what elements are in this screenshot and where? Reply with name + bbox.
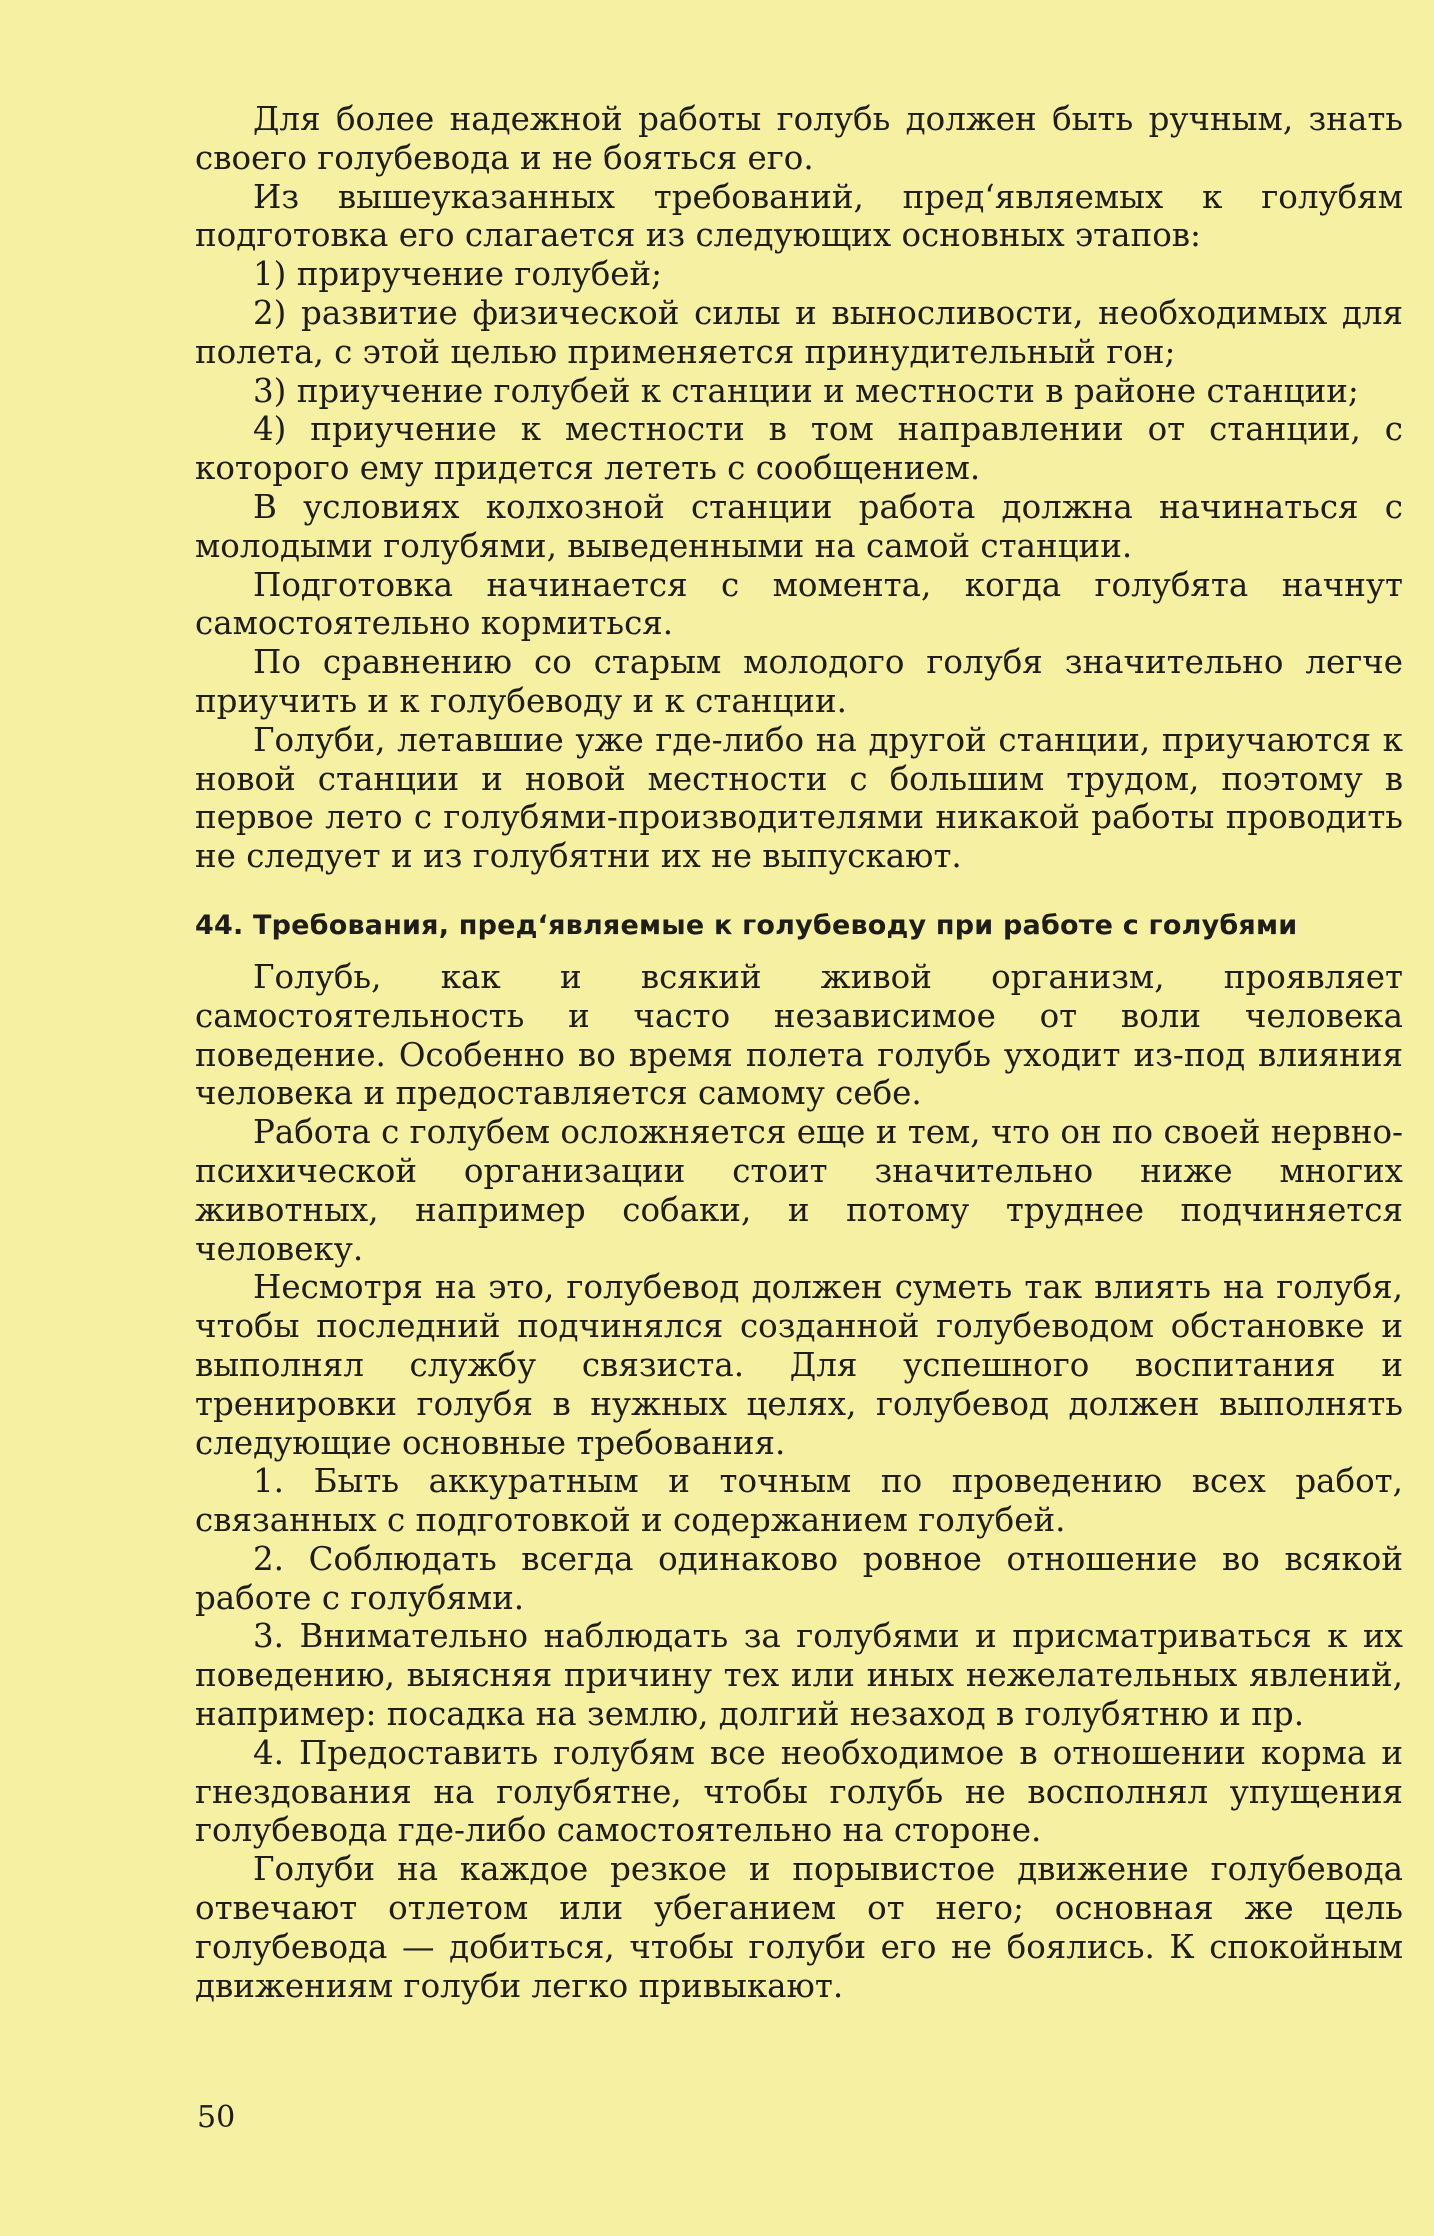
paragraph: Несмотря на это, голубевод должен суметь так влиять на голубя, чтобы последний подчинялся созданной голубеводом обстановке и выполнял службу связиста. Для успешного воспитания и тренировки голубя в нужных целях, голубевод должен выполнять следующие основные требования. (195, 1268, 1403, 1462)
list-item: 1. Быть аккуратным и точным по проведению всех работ, связанных с подготовкой и содержанием голубей. (195, 1462, 1403, 1540)
paragraph: Голуби на каждое резкое и порывистое движение голубевода отвечают отлетом или убеганием от него; основная же цель голубевода — добиться, чтобы голуби его не боялись. К спокойным движениям голуби легко привыкают. (195, 1850, 1403, 2005)
section-heading: 44. Требования, пред‘являемые к голубеводу при работе с голубями (195, 909, 1298, 941)
paragraph: Подготовка начинается с момента, когда голубята начнут самостоятельно кормиться. (195, 565, 1403, 643)
paragraph: По сравнению со старым молодого голубя значительно легче приучить и к голубеводу и к станции. (195, 643, 1403, 720)
section-intro (195, 100, 1403, 876)
list-item: 2) развитие физической силы и выносливости, необходимых для полета, с этой целью применяется принудительный гон; (195, 293, 1403, 371)
page-body (195, 100, 1403, 2005)
paragraph: Для более надежной работы голубь должен быть ручным, знать своего голубевода и не бояться его. (195, 100, 1403, 177)
list-item: 4. Предоставить голубям все необходимое в отношении корма и гнездования на голубятне, чтобы голубь не восполнял упущения голубевода где-либо самостоятельно на стороне. (195, 1733, 1403, 1850)
list-item: 3) приучение голубей к станции и местности в районе станции; (253, 371, 1359, 410)
list-item: 1) приручение голубей; (253, 255, 663, 294)
paragraph: Голубь, как и всякий живой организм, проявляет самостоятельность и часто независимое от воли человека поведение. Особенно во время полета голубь уходит из-под влияния человека и предоставляется самому себе. (195, 957, 1403, 1113)
page-number: 50 (197, 2100, 236, 2135)
section-requirements (195, 958, 1403, 2006)
paragraph: В условиях колхозной станции работа должна начинаться с молодыми голубями, выведенными на самой станции. (195, 487, 1403, 565)
list-item: 3. Внимательно наблюдать за голубями и присматриваться к их поведению, выясняя причину тех или иных нежелательных явлений, например: посадка на землю, долгий незаход в голубятню и пр. (195, 1617, 1403, 1734)
list-item: 2. Соблюдать всегда одинаково ровное отношение во всякой работе с голубями. (195, 1539, 1403, 1617)
paragraph: Из вышеуказанных требований, пред‘являемых к голубям подготовка его слагается из следующих основных этапов: (195, 177, 1403, 255)
list-item: 4) приучение к местности в том направлении от станции, с которого ему придется лететь с сообщением. (195, 410, 1403, 488)
paragraph: Работа с голубем осложняется еще и тем, что он по своей нервно-психической организации стоит значительно ниже многих животных, например собаки, и потому труднее подчиняется человеку. (195, 1113, 1403, 1268)
paragraph: Голуби, летавшие уже где-либо на другой станции, приучаются к новой станции и новой местности с большим трудом, поэтому в первое лето с голубями-производителями никакой работы проводить не следует и из голубятни их не выпускают. (195, 720, 1403, 876)
